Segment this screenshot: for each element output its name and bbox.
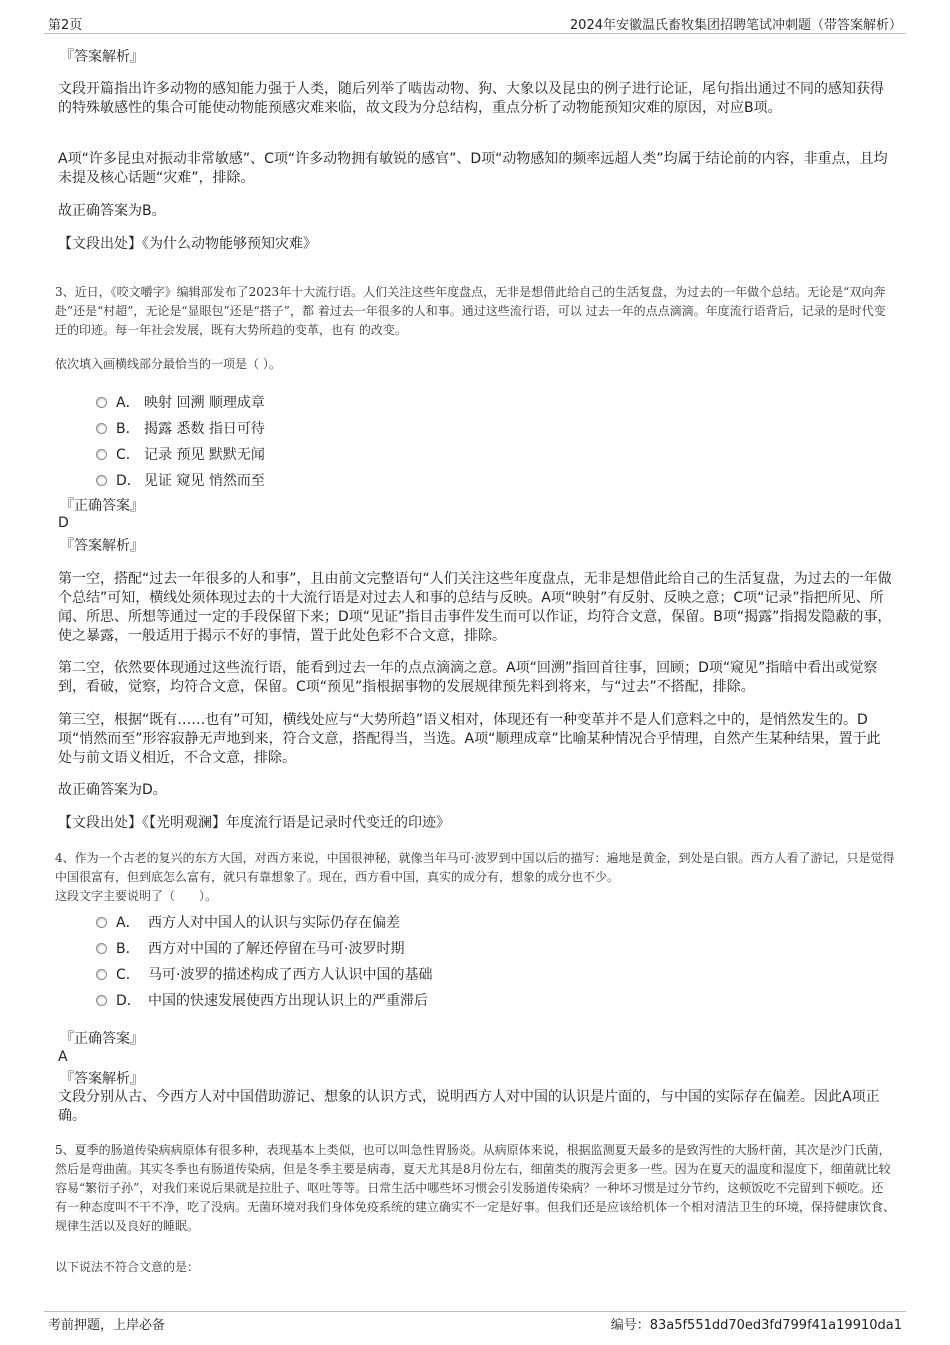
- option-letter: D．: [116, 993, 141, 1009]
- option-letter: A．: [116, 395, 140, 411]
- q2-source: 【文段出处】《为什么动物能够预知灾难》: [58, 236, 317, 252]
- q3-correct-label: 『正确答案』: [60, 498, 144, 514]
- q3-analysis-p3: 第三空，根据“既有……也有”可知，横线处应与“大势所趋”语义相对，体现还有一种变革并不是人们意料之中的，是悄然发生的。D项“悄然而至”形容寂静无声地到来，符合文意，搭配得当，当选。A项“顺理成章”比喻某种情况合乎情理，自然产生某种结果，置于此处与前文语义相近，不合文意，排除。: [58, 712, 881, 766]
- radio-icon[interactable]: [96, 397, 107, 408]
- q4-prompt: 这段文字主要说明了（ ）。: [55, 889, 218, 903]
- radio-icon[interactable]: [96, 943, 107, 954]
- q3-option-d[interactable]: [96, 470, 265, 490]
- q3-analysis-p2: 第二空，依然要体现通过这些流行语，能看到过去一年的点点滴滴之意。A项“回溯”指回首往事，回顾；D项“窥见”指暗中看出或觉察到，看破，觉察，均符合文意，保留。C项“预见”指根据事物的发展规律预先料到将来，与“过去”不搭配，排除。: [58, 660, 878, 695]
- header-divider: [44, 33, 906, 34]
- q4-analysis-p1: 文段分别从古、今西方人对中国借助游记、想象的认识方式，说明西方人对中国的认识是片面的，与中国的实际存在偏差。因此A项正确。: [58, 1089, 880, 1124]
- radio-icon[interactable]: [96, 917, 107, 928]
- q4-analysis-label: 『答案解析』: [60, 1071, 144, 1087]
- footer-slogan: 考前押题，上岸必备: [48, 1318, 166, 1333]
- q2-analysis-p1: 文段开篇指出许多动物的感知能力强于人类，随后列举了啮齿动物、狗、大象以及昆虫的例子进行论证，尾句指出通过不同的感知获得的特殊敏感性的集合可能使动物能预感灾难来临，故文段为分总结构，重点分析了动物能预知灾难的原因，对应B项。: [58, 81, 884, 116]
- option-text: 记录 预见 默默无闻: [144, 447, 265, 463]
- option-letter: A．: [116, 915, 140, 931]
- option-letter: B．: [116, 421, 140, 437]
- page-number: 第2页: [48, 18, 83, 33]
- radio-icon[interactable]: [96, 423, 107, 434]
- footer-divider: [44, 1311, 906, 1312]
- q4-option-a[interactable]: [96, 912, 400, 932]
- q2-analysis-label: 『答案解析』: [60, 49, 144, 65]
- document-title: 2024年安徽温氏畜牧集团招聘笔试冲刺题（带答案解析）: [569, 18, 902, 33]
- radio-icon[interactable]: [96, 969, 107, 980]
- q4-option-c[interactable]: [96, 964, 432, 984]
- q2-analysis-p2: A项“许多昆虫对振动非常敏感”、C项“许多动物拥有敏锐的感官”、D项“动物感知的频率远超人类”均属于结论前的内容，非重点，且均未提及核心话题“灾难”，排除。: [58, 151, 888, 186]
- q5-stem: 5、夏季的肠道传染病病原体有很多种，表现基本上类似，也可以叫急性胃肠炎。从病原体来说，根据监测夏天最多的是致泻性的大肠杆菌，其次是沙门氏菌，然后是弯曲菌。其实冬季也有肠道传染病，但是冬季主要是病毒，夏天尤其是8月份左右，细菌类的腹泻会更多一些。因为在夏天的温度和湿度下，细菌就比较容易“繁衍子孙”，对我们来说后果就是拉肚子、呕吐等等。日常生活中哪些坏习惯会引发肠道传染病？一种坏习惯是过分节约，这顿饭吃不完留到下顿吃。还有一种态度叫不干不净，吃了没病。无菌环境对我们身体免疫系统的建立确实不一定是好事。但我们还是应该给机体一个相对清洁卫生的环境，保持健康饮食、规律生活以及良好的睡眠。: [55, 1143, 896, 1233]
- q3-analysis-p1: 第一空，搭配“过去一年很多的人和事”，且由前文完整语句“人们关注这些年度盘点，无非是想借此给自己的生活复盘，为过去的一年做个总结”可知，横线处须体现过去的十大流行语是对过去人和事的总结与反映。A项“映射”有反射、反映之意；C项“记录”指把所见、所闻、所思、所想等通过一定的手段保留下来；D项“见证”指目击事件发生而可以作证，均符合文意，保留。B项“揭露”指揭发隐蔽的事，使之暴露，一般适用于揭示不好的事情，置于此处色彩不合文意，排除。: [58, 571, 892, 644]
- q3-option-a[interactable]: [96, 392, 265, 412]
- option-text: 西方人对中国人的认识与实际仍存在偏差: [148, 915, 400, 931]
- q3-option-b[interactable]: [96, 418, 265, 438]
- radio-icon[interactable]: [96, 475, 107, 486]
- q3-correct-answer: D: [58, 515, 69, 531]
- option-letter: C．: [116, 967, 140, 983]
- option-text: 映射 回溯 顺理成章: [144, 395, 265, 411]
- q3-source: 【文段出处】《【光明观澜】年度流行语是记录时代变迁的印迹》: [58, 815, 450, 831]
- q3-option-c[interactable]: [96, 444, 265, 464]
- document-id: 编号：83a5f551dd70ed3fd799f41a19910da1: [610, 1318, 902, 1333]
- option-text: 见证 窥见 悄然而至: [144, 473, 265, 489]
- q5-prompt: 以下说法不符合文意的是：: [55, 1260, 200, 1274]
- q3-analysis-p4: 故正确答案为D。: [58, 782, 167, 798]
- option-text: 马可·波罗的描述构成了西方人认识中国的基础: [148, 967, 433, 983]
- q3-analysis-label: 『答案解析』: [60, 538, 144, 554]
- option-text: 西方对中国的了解还停留在马可·波罗时期: [148, 941, 405, 957]
- q4-option-b[interactable]: [96, 938, 404, 958]
- option-letter: C．: [116, 447, 140, 463]
- q2-analysis-p3: 故正确答案为B。: [58, 203, 166, 219]
- radio-icon[interactable]: [96, 995, 107, 1006]
- q4-correct-label: 『正确答案』: [60, 1031, 144, 1047]
- q3-prompt: 依次填入画横线部分最恰当的一项是（ ）。: [55, 357, 281, 371]
- option-letter: B．: [116, 941, 140, 957]
- option-text: 揭露 悉数 指日可待: [144, 421, 265, 437]
- option-text: 中国的快速发展使西方出现认识上的严重滞后: [148, 993, 428, 1009]
- q4-stem: 4、作为一个古老的复兴的东方大国，对西方来说，中国很神秘，就像当年马可·波罗到中国以后的描写：遍地是黄金，到处是白银。西方人看了游记，只是觉得中国很富有，但到底怎么富有，就只有靠想象了。现在，西方看中国，真实的成分有，想象的成分也不少。: [55, 851, 895, 884]
- q3-stem: 3、近日，《咬文嚼字》编辑部发布了2023年十大流行语。人们关注这些年度盘点，无非是想借此给自己的生活复盘，为过去的一年做个总结。无论是“双向奔赴”还是“村超”，无论是“显眼包”还是“搭子”，都 着过去一年很多的人和事。通过这些流行语，可以 过去一年的点点滴滴。年度流行语背后，记录的是时代变迁的印迹。每一年社会发展，既有大势所趋的变革，也有 的改变。: [55, 285, 886, 337]
- option-letter: D．: [116, 473, 141, 489]
- q4-correct-answer: A: [58, 1049, 68, 1065]
- q4-option-d[interactable]: [96, 990, 428, 1010]
- radio-icon[interactable]: [96, 449, 107, 460]
